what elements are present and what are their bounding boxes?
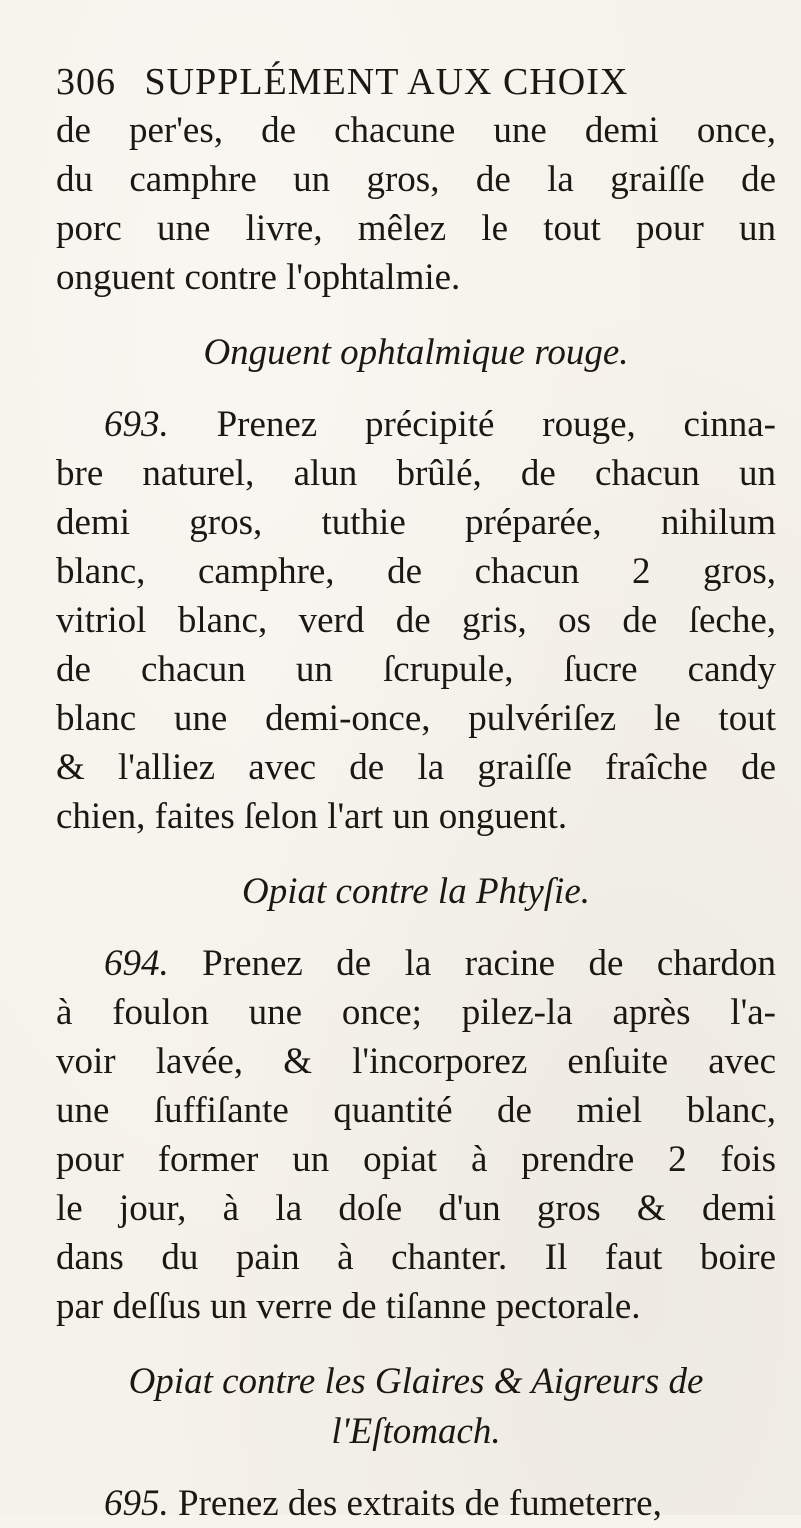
text-line: [56, 1479, 776, 1528]
text-line: [56, 498, 776, 547]
paragraph-number: 695.: [104, 1483, 169, 1524]
text-line: [56, 988, 776, 1037]
line-text: onguent contre l'ophtalmie.: [56, 257, 461, 298]
line-text: l'Eſtomach.: [331, 1411, 501, 1452]
line-text: Prenez de la racine de chardon: [202, 943, 777, 984]
line-text: le jour, à la doſe d'un gros & demi: [56, 1188, 776, 1229]
line-text: de per'es, de chacune une demi once,: [56, 110, 776, 151]
block-spacer: [56, 917, 776, 939]
block-spacer: [56, 378, 776, 400]
text-line: [56, 1282, 776, 1331]
running-head: [56, 58, 776, 106]
text-line: [56, 792, 776, 841]
text-line: [56, 1037, 776, 1086]
text-line: [56, 400, 776, 449]
paragraph-number: 693.: [104, 404, 169, 445]
text-line: [56, 106, 776, 155]
line-text: vitriol blanc, verd de gris, os de ſeche,: [56, 600, 776, 641]
heading-line: [56, 328, 776, 378]
paragraph-number: 694.: [104, 943, 169, 984]
line-text: bre naturel, alun brûlé, de chacun un: [56, 453, 776, 494]
line-text: pour former un opiat à prendre 2 fois: [56, 1139, 776, 1180]
text-line: [56, 694, 776, 743]
line-text: porc une livre, mêlez le tout pour un: [56, 208, 776, 249]
line-text: Prenez précipité rouge, cinna-: [216, 404, 776, 445]
text-line: [56, 155, 776, 204]
text-line: [56, 1086, 776, 1135]
line-text: du camphre un gros, de la graiſſe de: [56, 159, 776, 200]
line-text: & l'alliez avec de la graiſſe fraîche de: [56, 747, 776, 788]
line-text: demi gros, tuthie préparée, nihilum: [56, 502, 776, 543]
line-text: blanc, camphre, de chacun 2 gros,: [56, 551, 776, 592]
text-line: [56, 743, 776, 792]
line-text: Opiat contre la Phtyſie.: [242, 871, 590, 912]
heading-line: [56, 1407, 776, 1457]
line-text: Prenez des extraits de fumeterre,: [178, 1483, 662, 1524]
paragraph: [56, 1479, 776, 1528]
line-text: à foulon une once; pilez-la après l'a-: [56, 992, 776, 1033]
block-spacer: [56, 1457, 776, 1479]
section-heading: [56, 328, 776, 378]
text-line: [56, 449, 776, 498]
line-text: voir lavée, & l'incorporez enſuite avec: [56, 1041, 776, 1082]
line-text: Onguent ophtalmique rouge.: [203, 332, 629, 373]
body-text: [56, 106, 776, 1528]
section-heading: [56, 1357, 776, 1457]
text-column: [56, 58, 776, 1528]
line-text: dans du pain à chanter. Il faut boire: [56, 1237, 776, 1278]
paragraph: [56, 400, 776, 841]
paragraph: [56, 939, 776, 1331]
line-text: de chacun un ſcrupule, ſucre candy: [56, 649, 776, 690]
line-text: Opiat contre les Glaires & Aigreurs de: [128, 1361, 704, 1402]
text-line: [56, 253, 776, 302]
running-title: SUPPLÉMENT AUX CHOIX: [144, 61, 629, 103]
text-line: [56, 204, 776, 253]
text-line: [56, 547, 776, 596]
block-spacer: [56, 841, 776, 867]
heading-line: [56, 1357, 776, 1407]
line-text: chien, faites ſelon l'art un onguent.: [56, 796, 568, 837]
section-heading: [56, 867, 776, 917]
page-number: 306: [56, 61, 116, 103]
paragraph: [56, 106, 776, 302]
line-text: blanc une demi-once, pulvériſez le tout: [56, 698, 776, 739]
text-line: [56, 1135, 776, 1184]
text-line: [56, 596, 776, 645]
text-line: [56, 939, 776, 988]
line-text: par deſſus un verre de tiſanne pectorale.: [56, 1286, 641, 1327]
block-spacer: [56, 302, 776, 328]
block-spacer: [56, 1331, 776, 1357]
text-line: [56, 1184, 776, 1233]
text-line: [56, 1233, 776, 1282]
text-line: [56, 645, 776, 694]
line-text: une ſuffiſante quantité de miel blanc,: [56, 1090, 776, 1131]
heading-line: [56, 867, 776, 917]
